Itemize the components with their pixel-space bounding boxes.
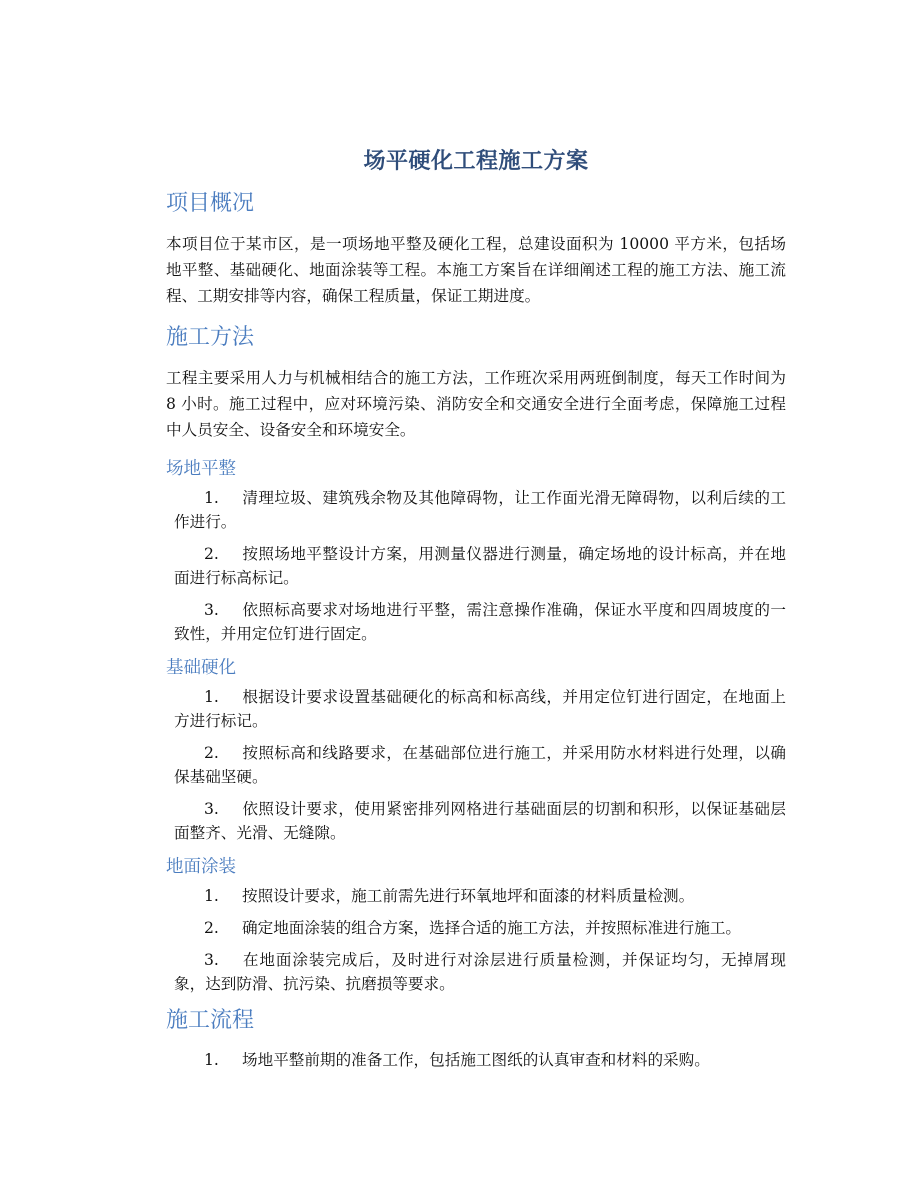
list-item-text: 根据设计要求设置基础硬化的标高和标高线，并用定位钉进行固定，在地面上方进行标记。 [174,688,786,730]
list-item [166,797,786,845]
list-item [166,948,786,996]
list-item-text: 确定地面涂装的组合方案，选择合适的施工方法，并按照标准进行施工。 [242,919,742,937]
list-item [166,598,786,646]
list-item-number: 1. [204,688,219,706]
list-item [166,741,786,789]
list-item [166,884,786,908]
list-item-text: 按照场地平整设计方案，用测量仪器进行测量，确定场地的设计标高，并在地面进行标高标记。 [174,545,786,587]
section-paragraph [166,231,786,309]
list-item [166,916,786,940]
subsection-foundation-hardening [166,656,786,845]
list-item-number: 1. [204,1051,219,1069]
subsection-heading: 地面涂装 [166,857,236,877]
paragraph-text: 工程主要采用人力与机械相结合的施工方法，工作班次采用两班倒制度，每天工作时间为 8 小时。施工过程中，应对环境污染、消防安全和交通安全进行全面考虑，保障施工过程中人员安全、设备安全和环境安全。 [166,369,786,439]
document-body [166,147,786,1082]
section-heading: 施工方法 [166,325,255,350]
list-item-number: 2. [204,545,219,563]
list-item [166,542,786,590]
list-item-text: 依照标高要求对场地进行平整，需注意操作准确，保证水平度和四周坡度的一致性，并用定位钉进行固定。 [174,601,786,643]
section-construction-process [166,1006,786,1072]
list-item-text: 在地面涂装完成后，及时进行对涂层进行质量检测，并保证均匀，无掉屑现象，达到防滑、抗污染、抗磨损等要求。 [174,951,786,993]
list-item-text: 依照设计要求，使用紧密排列网格进行基础面层的切割和积形，以保证基础层面整齐、光滑、无缝隙。 [174,800,786,842]
document-title: 场平硬化工程施工方案 [363,148,589,174]
list-item-number: 1. [204,887,219,905]
section-construction-method [166,323,786,996]
section-heading: 项目概况 [166,191,255,216]
subsection-heading: 场地平整 [166,459,236,479]
list-item-text: 场地平整前期的准备工作，包括施工图纸的认真审查和材料的采购。 [242,1051,710,1069]
list-item-number: 2. [204,744,219,762]
list-item-text: 清理垃圾、建筑残余物及其他障碍物，让工作面光滑无障碍物，以利后续的工作进行。 [174,489,786,531]
numbered-list [166,685,786,845]
subsection-floor-coating [166,855,786,996]
subsection-heading: 基础硬化 [166,658,236,678]
paragraph-text: 本项目位于某市区，是一项场地平整及硬化工程，总建设面积为 10000 平方米，包括场地平整、基础硬化、地面涂装等工程。本施工方案旨在详细阐述工程的施工方法、施工流程、工期安排等内容，确保工程质量，保证工期进度。 [166,235,786,305]
list-item-number: 1. [204,489,219,507]
section-project-overview [166,189,786,309]
list-item [166,1048,786,1072]
section-heading: 施工流程 [166,1008,255,1033]
list-item [166,685,786,733]
list-item-number: 3. [204,951,219,969]
list-item-number: 2. [204,919,219,937]
numbered-list [166,884,786,996]
list-item-number: 3. [204,601,219,619]
list-item-text: 按照设计要求，施工前需先进行环氧地坪和面漆的材料质量检测。 [242,887,695,905]
section-paragraph [166,365,786,443]
list-item [166,486,786,534]
subsection-site-leveling [166,457,786,646]
numbered-list [166,486,786,646]
list-item-text: 按照标高和线路要求，在基础部位进行施工，并采用防水材料进行处理，以确保基础坚硬。 [174,744,786,786]
numbered-list [166,1048,786,1072]
list-item-number: 3. [204,800,219,818]
